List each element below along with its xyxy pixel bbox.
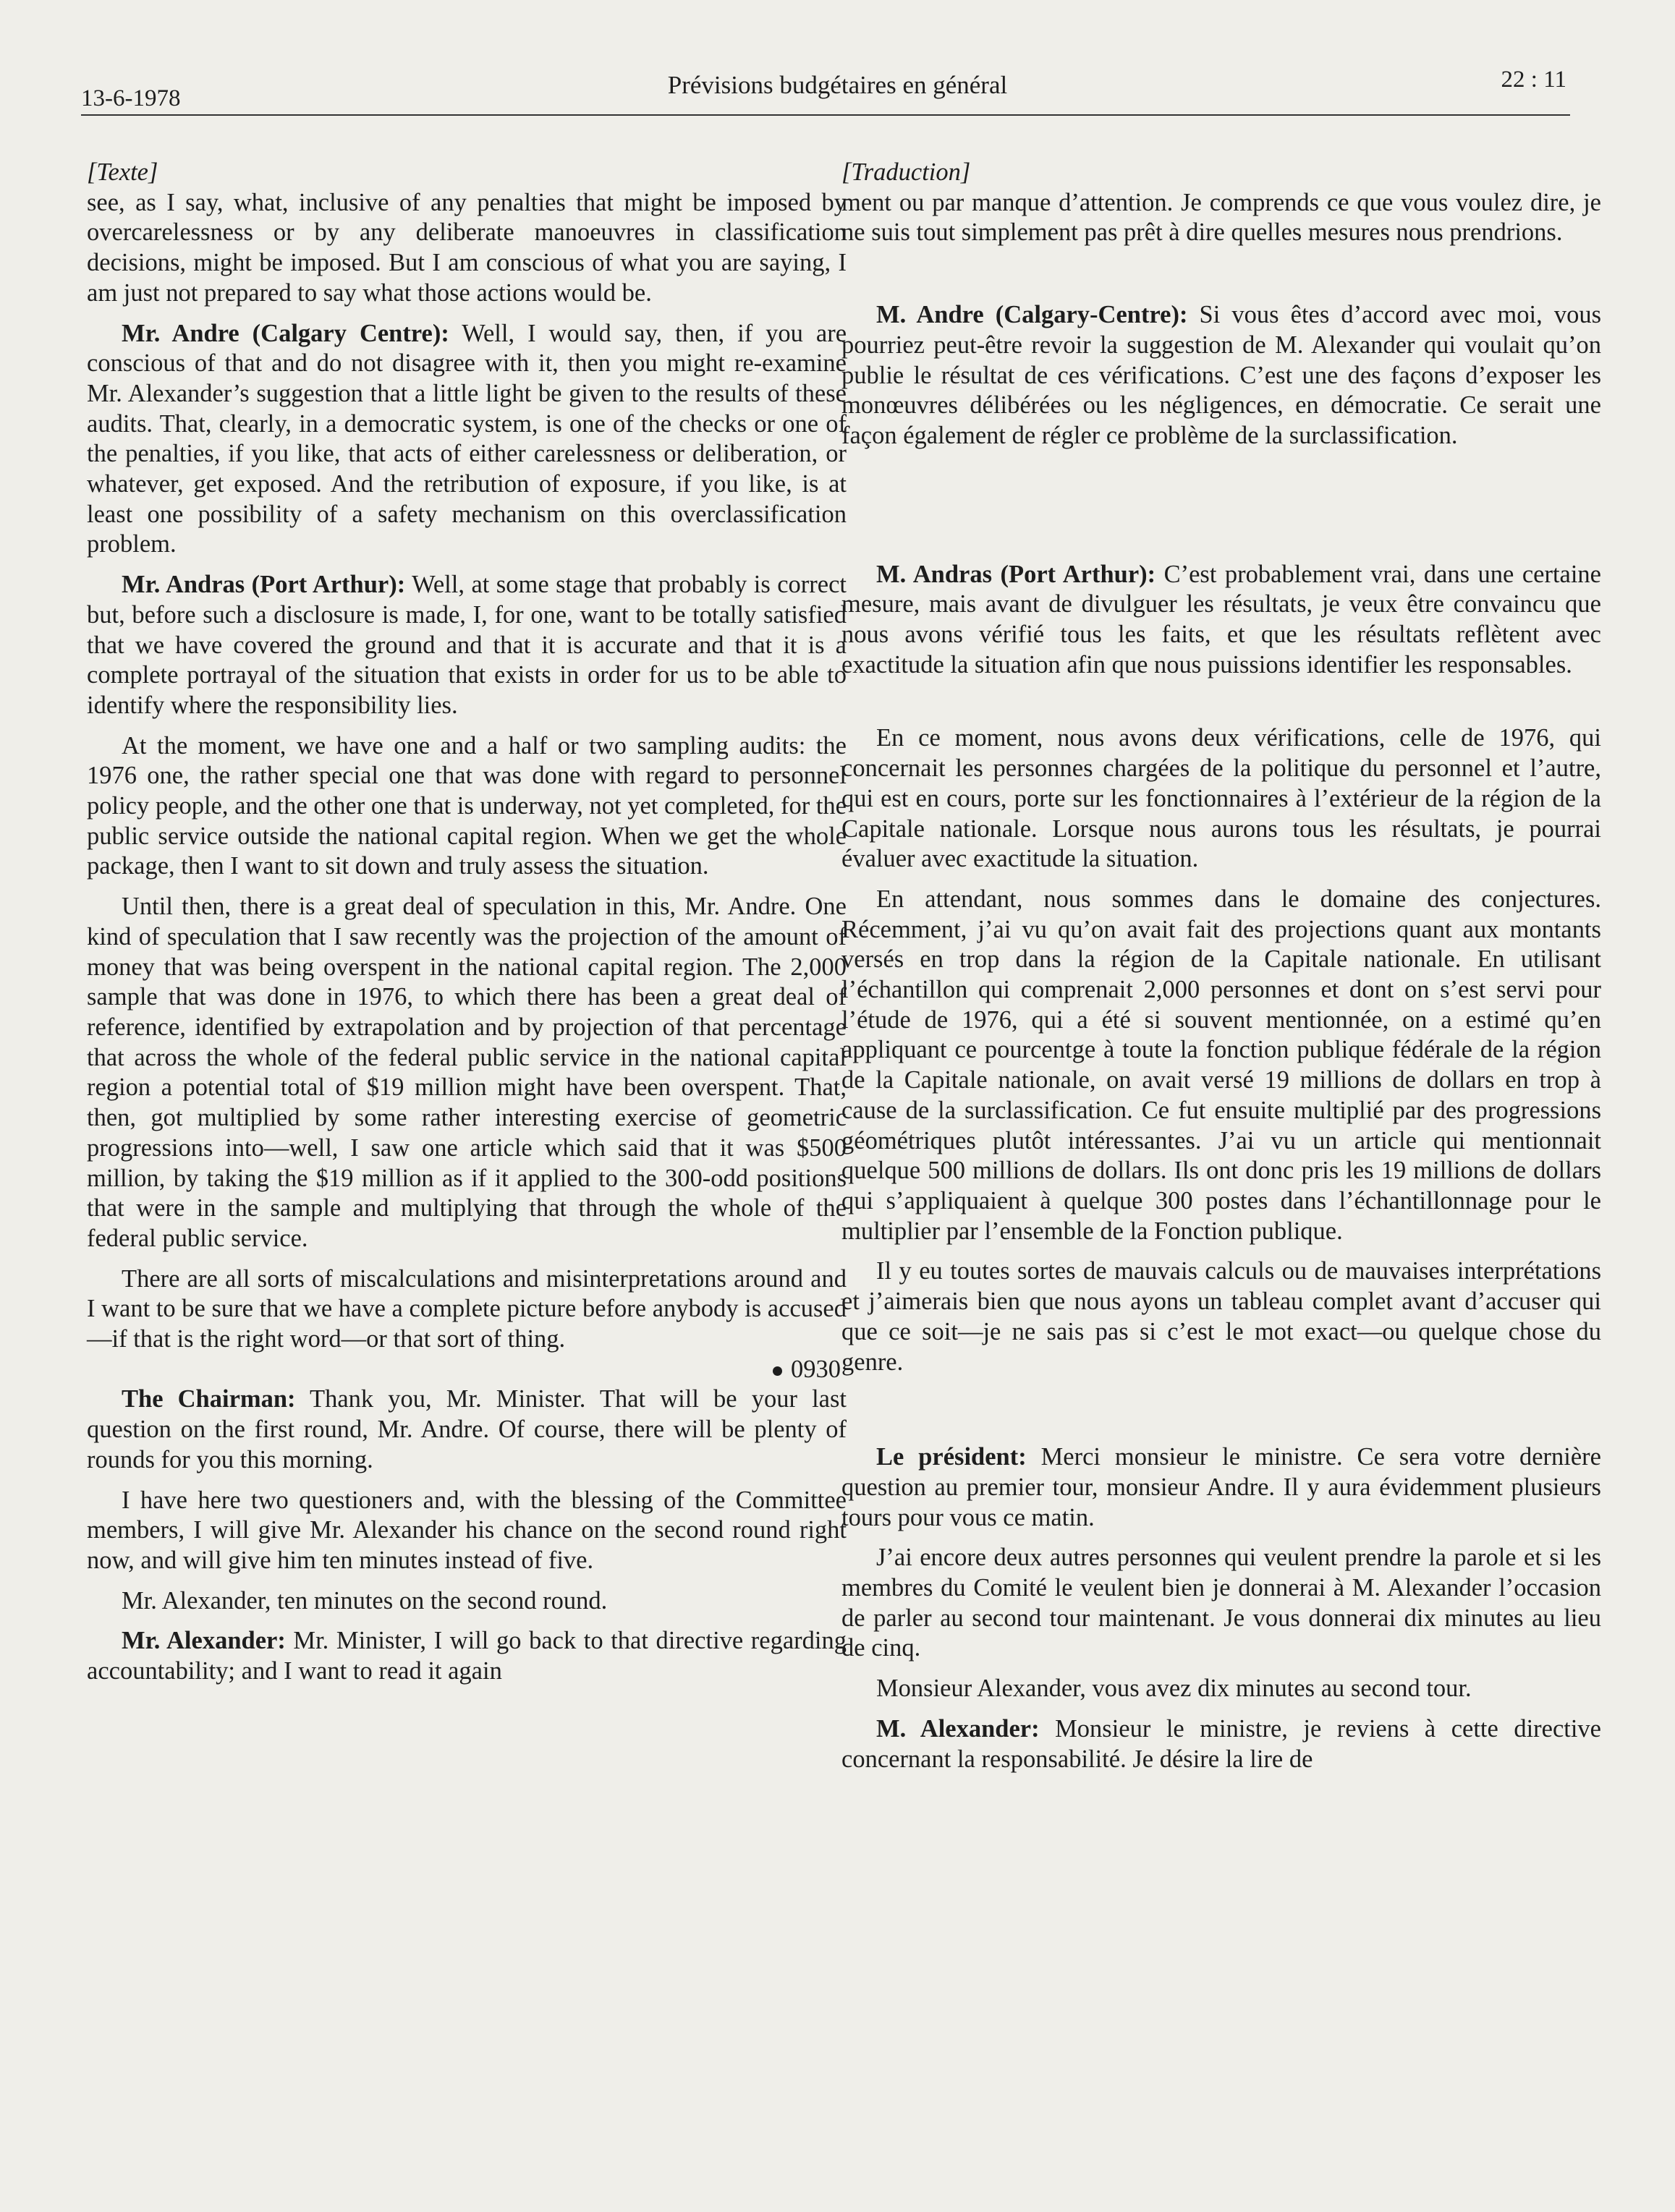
speaker-name: M. Alexander:	[876, 1714, 1040, 1743]
header-page-number: 22 : 11	[1501, 67, 1566, 93]
speech-text: Well, at some stage that probably is correct but, before such a disclosure is made, I, for one, want to be totally satisfied that we have covered the ground and that it is accurate and that it is a complete portrayal of the situation that exists in order for us to be able to identify where the responsibility lies.	[87, 571, 847, 719]
en-paragraph-1: see, as I say, what, inclusive of any penalties that might be imposed by overcarelessness or by any deliberate manoeuvres in classification decisions, might be imposed. But I am conscious of what you are saying, I am just not prepared to say what those actions would be.	[87, 188, 847, 307]
en-paragraph-9: Mr. Alexander, ten minutes on the second round.	[122, 1586, 608, 1615]
fr-paragraph-andre	[841, 300, 1601, 451]
fr-paragraph-6: Il y eu toutes sortes de mauvais calculs ou de mauvaises interprétations et j’aimerais bien que nous ayons un tableau complet avant d’accuser qui que ce soit—je ne sais pas si c’est le mot exact—ou quelque chose du genre.	[841, 1257, 1601, 1376]
header-date: 13-6-1978	[81, 85, 181, 111]
en-paragraph-8: I have here two questioners and, with the blessing of the Committee members, I will give Mr. Alexander his chance on the second round right now, and will give him ten minutes instead of five.	[87, 1486, 847, 1574]
texte-marker: [Texte]	[87, 158, 158, 186]
en-paragraph-alexander	[87, 1626, 847, 1686]
en-paragraph-chairman	[87, 1384, 847, 1475]
en-paragraph-andre	[87, 319, 847, 561]
fr-paragraph-8: J’ai encore deux autres personnes qui veulent prendre la parole et si les membres du Comité le veulent bien je donnerai à M. Alexander l’occasion de parler au second tour maintenant. Je vous donnerai dix minutes au lieu de cinq.	[841, 1544, 1601, 1662]
fr-paragraph-andras	[841, 560, 1601, 681]
speaker-name: M. Andras (Port Arthur):	[876, 560, 1156, 588]
bullet-icon	[773, 1366, 782, 1376]
en-paragraph-6: There are all sorts of miscalculations and misinterpretations around and I want to be sure that we have a complete picture before anybody is accused—if that is the right word—or that sort of thing.	[87, 1264, 847, 1353]
speech-text: Monsieur le ministre, je reviens à cette directive concernant la responsabilité. Je désire la lire de	[841, 1714, 1601, 1773]
fr-paragraph-4: En ce moment, nous avons deux vérifications, celle de 1976, qui concernait les personnes chargées de la politique du personnel et l’autre, qui est en cours, porte sur les fonctionnaires à l’extérieur de la région de la Capitale nationale. Lorsque nous aurons tous les résultats, je pourrai évaluer avec exactitude la situation.	[841, 724, 1601, 873]
fr-paragraph-alexander	[841, 1714, 1601, 1774]
french-column	[841, 158, 1601, 1774]
speech-text: Si vous êtes d’accord avec moi, vous pourriez peut-être revoir la suggestion de M. Alexander qui voulait qu’on publie le résultat de ces vérifications. C’est une des façons d’exposer les monœuvres délibérées ou les négligences, en démocratie. Ce serait une façon également de régler ce problème de la surclassification.	[841, 301, 1601, 449]
speaker-name: Le président:	[876, 1443, 1027, 1471]
en-paragraph-4: At the moment, we have one and a half or two sampling audits: the 1976 one, the rather special one that was done with regard to personnel policy people, and the other one that is underway, not yet completed, for the public service outside the national capital region. When we get the whole package, then I want to sit down and truly assess the situation.	[87, 731, 847, 880]
speech-text: Merci monsieur le ministre. Ce sera votre dernière question au premier tour, monsieur Andre. Il y aura évidemment plusieurs tours pour vous ce matin.	[841, 1443, 1601, 1531]
english-column	[87, 158, 847, 1687]
speaker-name: Mr. Andre (Calgary Centre):	[122, 319, 449, 347]
en-paragraph-5: Until then, there is a great deal of speculation in this, Mr. Andre. One kind of speculation that I saw recently was the projection of the amount of money that was being overspent in the national capital region. The 2,000 sample that was done in 1976, to which there has been a great deal of reference, identified by extrapolation and by projection of that percentage that across the whole of the federal public service in the national capital region a potential total of $19 million might have been overspent. That, then, got multiplied by some rather interesting exercise of geometric progressions into—well, I saw one article which said that it was $500 million, by taking the $19 million as if it applied to the 300-odd positions that were in the sample and multiplying that through the whole of the federal public service.	[87, 893, 847, 1252]
time-marker	[87, 1355, 847, 1385]
speech-text: Thank you, Mr. Minister. That will be your last question on the first round, Mr. Andre. Of course, there will be plenty of rounds for you this morning.	[87, 1385, 847, 1473]
en-paragraph-andras	[87, 570, 847, 721]
page-header	[0, 0, 1675, 123]
speaker-name: The Chairman:	[122, 1385, 296, 1413]
header-rule	[81, 114, 1570, 116]
speaker-name: Mr. Andras (Port Arthur):	[122, 571, 406, 599]
time-marker-text: 0930	[791, 1355, 841, 1383]
speaker-name: M. Andre (Calgary-Centre):	[876, 301, 1188, 329]
fr-paragraph-1: ment ou par manque d’attention. Je comprends ce que vous voulez dire, je ne suis tout simplement pas prêt à dire quelles mesures nous prendrions.	[841, 188, 1601, 247]
traduction-marker: [Traduction]	[841, 158, 971, 186]
fr-paragraph-9: Monsieur Alexander, vous avez dix minutes au second tour.	[876, 1675, 1472, 1703]
fr-paragraph-president	[841, 1442, 1601, 1533]
speech-text: Well, I would say, then, if you are conscious of that and do not disagree with it, then you might re-examine Mr. Alexander’s suggestion that a little light be given to the results of these audits. That, clearly, in a democratic system, is one of the checks or one of the penalties, if you like, that acts of either carelessness or deliberation, or whatever, get exposed. And the retribution of exposure, if you like, is at least one possibility of a safety mechanism on this overclassification problem.	[87, 319, 847, 558]
header-title: Prévisions budgétaires en général	[667, 71, 1008, 99]
fr-paragraph-5: En attendant, nous sommes dans le domaine des conjectures. Récemment, j’ai vu qu’on avait fait des projections quant aux montants versés en trop dans la région de la Capitale nationale. En utilisant l’échantillon qui comprenait 2,000 personnes et dont on s’est servi pour l’étude de 1976, qui a été si souvent mentionnée, on a estimé qu’en appliquant ce pourcentge à toute la fonction publique fédérale de la région de la Capitale nationale, on avait versé 19 millions de dollars en trop à cause de la surclassification. Ce fut ensuite multiplié par des progressions géométriques plutôt intéressantes. J’ai vu un article qui mentionnait quelque 500 millions de dollars. Ils ont donc pris les 19 millions de dollars qui s’appliquaient à quelque 300 postes dans l’échantillonnage pour le multiplier par l’ensemble de la Fonction publique.	[841, 885, 1601, 1245]
speech-text: C’est probablement vrai, dans une certaine mesure, mais avant de divulguer les résultats, je veux être convaincu que nous avons vérifié tous les faits, et que les résultats reflètent avec exactitude la situation afin que nous puissions identifier les responsables.	[841, 560, 1601, 679]
speech-text: Mr. Minister, I will go back to that directive regarding accountability; and I want to read it again	[87, 1627, 847, 1685]
speaker-name: Mr. Alexander:	[122, 1627, 286, 1655]
